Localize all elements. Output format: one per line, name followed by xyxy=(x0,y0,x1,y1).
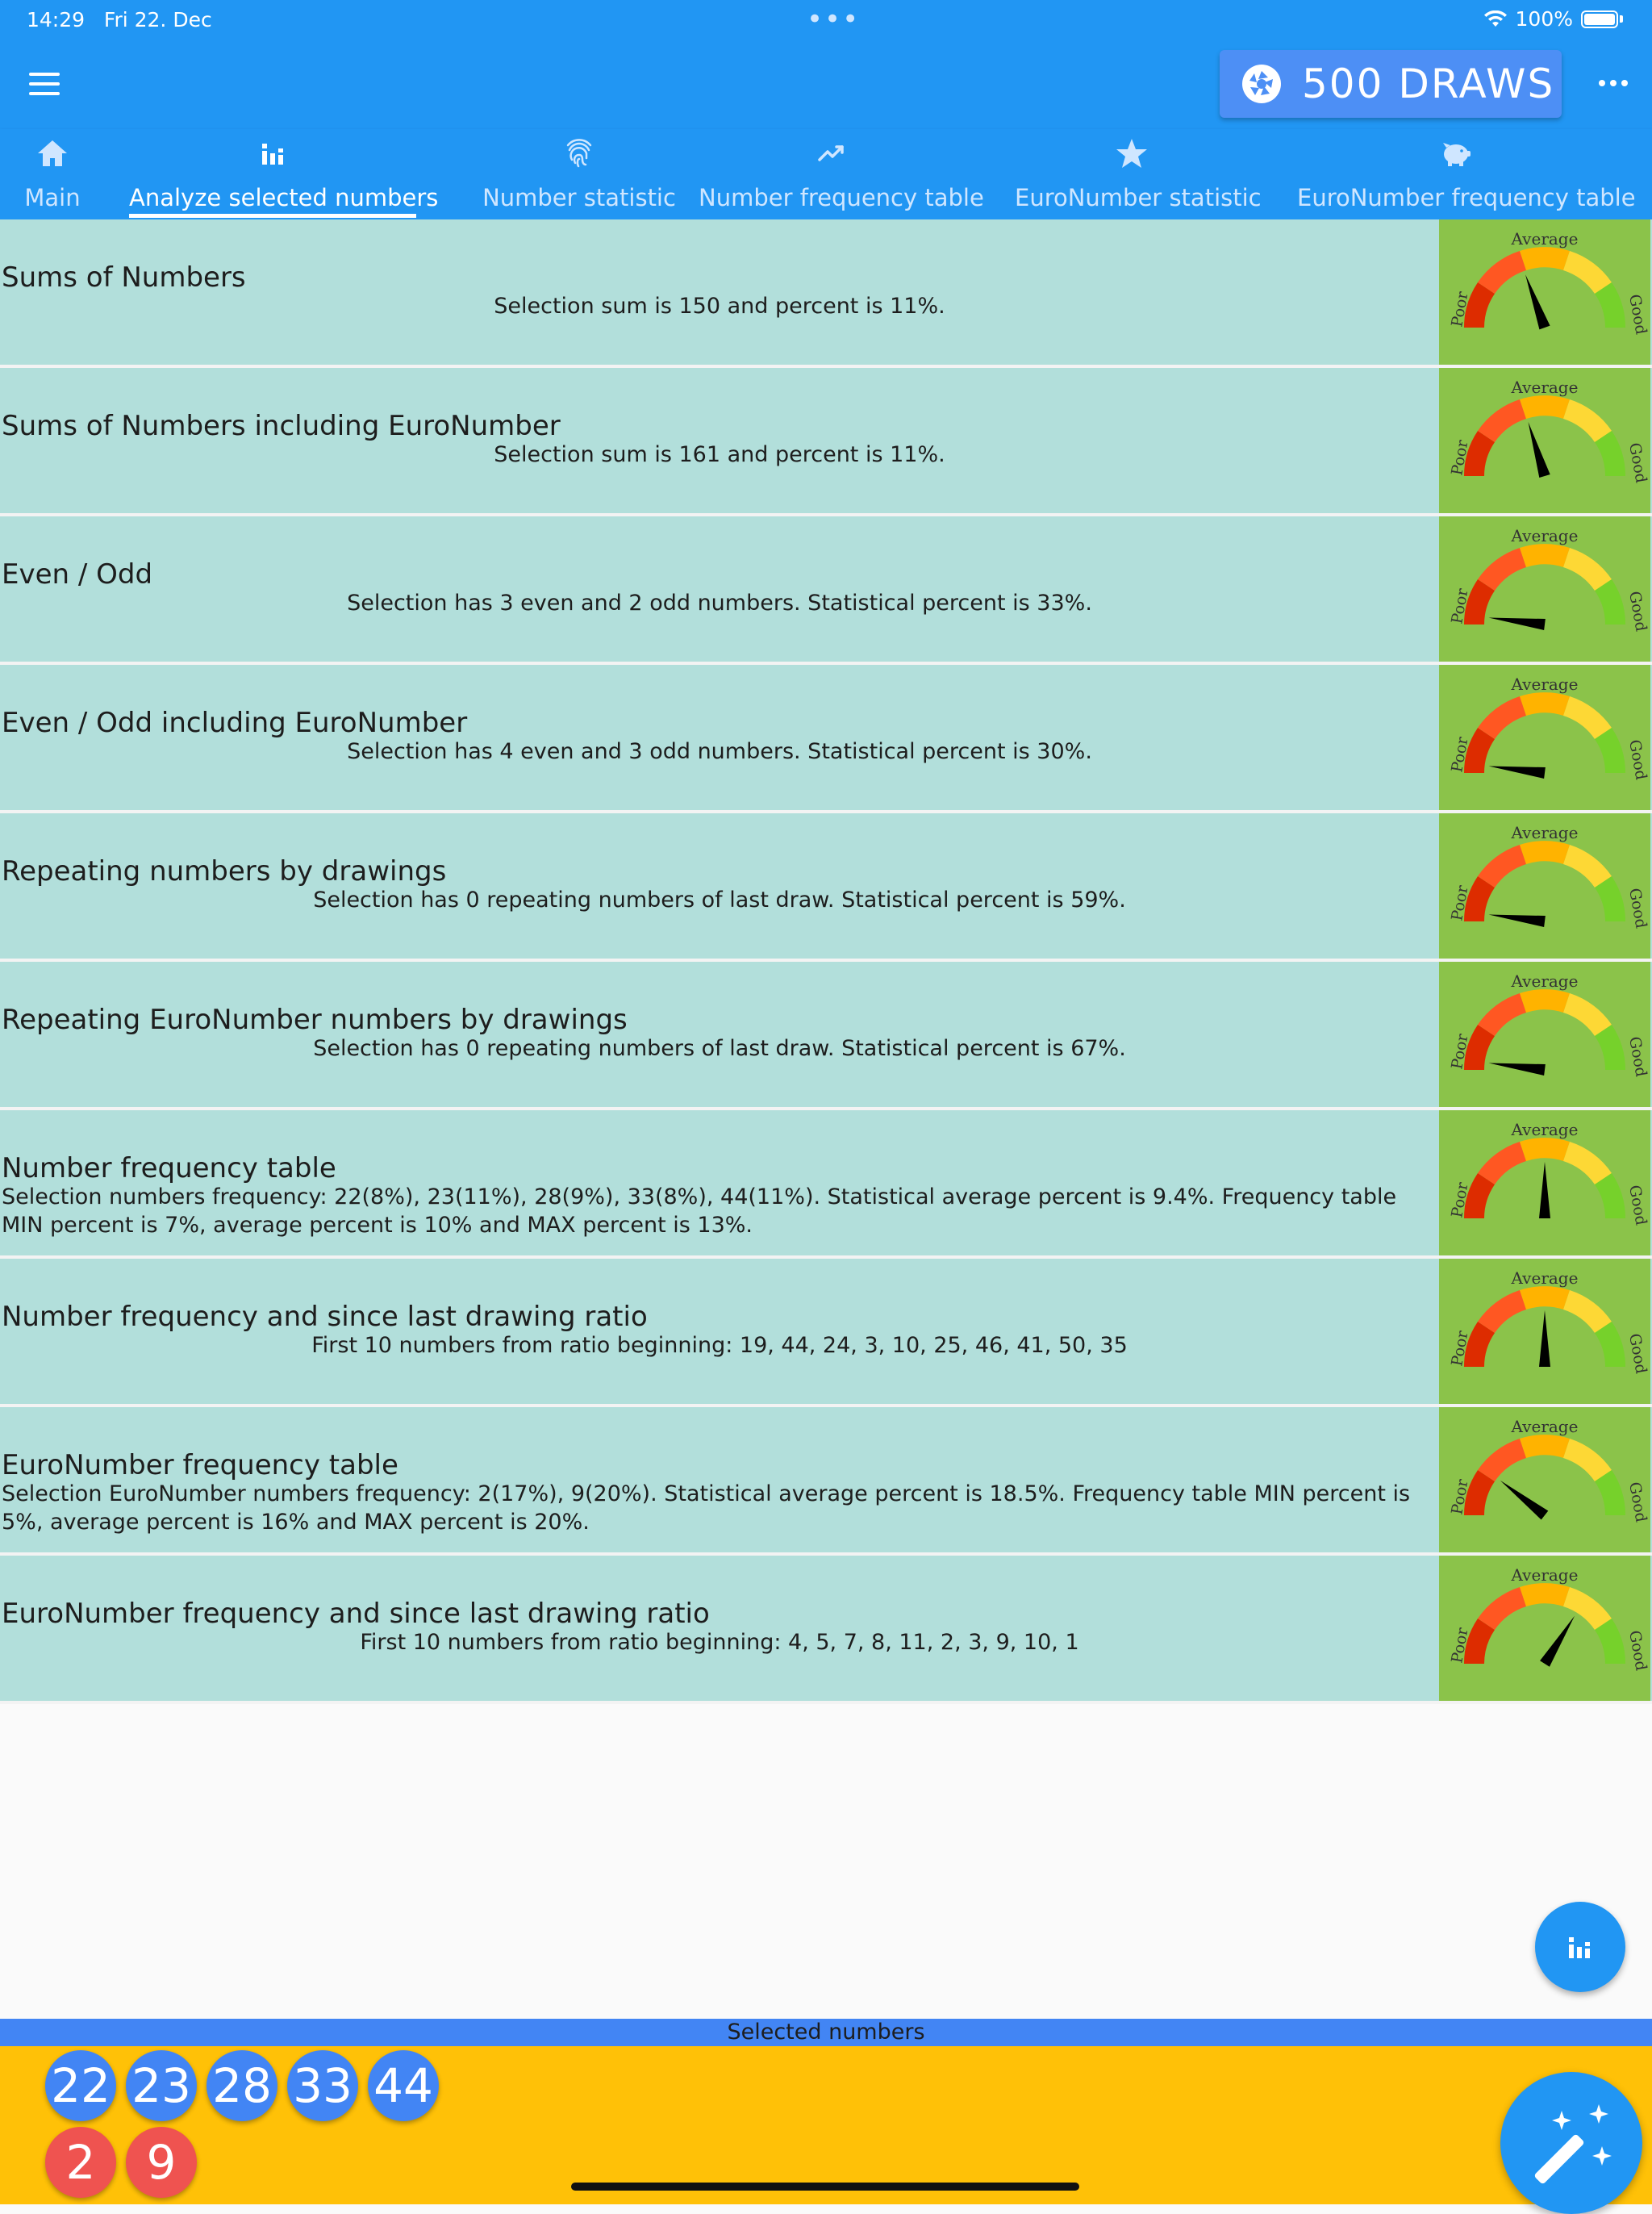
analysis-card xyxy=(0,665,1652,813)
card-description: Selection has 3 even and 2 odd numbers. Statistical percent is 33%. xyxy=(347,591,1092,616)
analysis-card xyxy=(0,1556,1652,1704)
status-bar xyxy=(0,0,1652,39)
gauge-good-label: Good xyxy=(1625,441,1650,485)
draws-button[interactable] xyxy=(1220,50,1562,118)
analysis-card xyxy=(0,516,1652,665)
gauge-poor-label: Poor xyxy=(1448,290,1472,328)
gauge-good-label: Good xyxy=(1625,1184,1650,1227)
fingerprint-icon xyxy=(561,136,597,171)
rating-gauge xyxy=(1439,813,1650,959)
gauge-needle xyxy=(1488,612,1546,630)
gauge-good-label: Good xyxy=(1625,1629,1650,1673)
rating-gauge xyxy=(1439,1556,1650,1701)
gauge-good-label: Good xyxy=(1625,1332,1650,1376)
gauge-needle xyxy=(1539,1310,1550,1367)
selected-number-ball[interactable]: 28 xyxy=(206,2050,277,2121)
card-title: Even / Odd xyxy=(2,558,153,591)
menu-icon[interactable] xyxy=(29,73,60,95)
magic-wand-button[interactable] xyxy=(1500,2072,1642,2214)
card-description: Selection sum is 150 and percent is 11%. xyxy=(494,294,945,319)
status-time: 14:29 Fri 22. Dec xyxy=(27,8,212,31)
gauge-needle xyxy=(1520,273,1550,330)
gauge-average-label: Average xyxy=(1511,823,1579,842)
analyze-fab-button[interactable] xyxy=(1535,1902,1625,1992)
rating-gauge xyxy=(1439,1407,1650,1552)
gauge-needle xyxy=(1539,1162,1550,1218)
gauge-needle xyxy=(1540,1613,1579,1667)
gauge-average-label: Average xyxy=(1511,971,1579,991)
selected-number-ball[interactable]: 33 xyxy=(287,2050,358,2121)
gauge-average-label: Average xyxy=(1511,1565,1579,1585)
gauge-svg xyxy=(1439,1556,1650,1701)
magic-wand-icon xyxy=(1523,2095,1620,2191)
wifi-icon xyxy=(1483,10,1508,28)
analysis-card xyxy=(0,813,1652,962)
gauge-good-label: Good xyxy=(1625,590,1650,633)
rating-gauge xyxy=(1439,516,1650,662)
gauge-poor-label: Poor xyxy=(1448,438,1472,477)
gauge-average-label: Average xyxy=(1511,1417,1579,1436)
rating-gauge xyxy=(1439,219,1650,365)
gauge-average-label: Average xyxy=(1511,675,1579,694)
card-title: EuroNumber frequency and since last drawing ratio xyxy=(2,1598,710,1630)
analysis-card xyxy=(0,962,1652,1110)
gauge-needle xyxy=(1488,909,1546,927)
gauge-svg xyxy=(1439,813,1650,959)
card-description: Selection EuroNumber numbers frequency: 2(17%), 9(20%). Statistical average percent is 18.5%. Frequency table MIN percent is 5%, average percent is 16% and MAX percent is 20%. xyxy=(2,1481,1411,1535)
card-description: Selection sum is 161 and percent is 11%. xyxy=(494,442,945,467)
gauge-svg xyxy=(1439,1259,1650,1404)
gauge-average-label: Average xyxy=(1511,229,1579,249)
gauge-svg xyxy=(1439,1110,1650,1255)
gauge-needle xyxy=(1523,420,1550,478)
tab-main[interactable]: Main xyxy=(21,129,84,219)
card-description: Selection has 0 repeating numbers of last draw. Statistical percent is 67%. xyxy=(313,1036,1126,1061)
gauge-poor-label: Poor xyxy=(1448,1477,1472,1516)
gauge-poor-label: Poor xyxy=(1448,884,1472,922)
gauge-good-label: Good xyxy=(1625,293,1650,336)
gauge-svg xyxy=(1439,368,1650,513)
card-title: Repeating numbers by drawings xyxy=(2,855,447,888)
gauge-svg xyxy=(1439,665,1650,810)
card-description: Selection numbers frequency: 22(8%), 23(11%), 28(9%), 33(8%), 44(11%). Statistical average percent is 9.4%. Frequency table MIN percent is 7%, average percent is 10% and MAX percent is 13%. xyxy=(2,1184,1397,1238)
tab-euronumber-statistic[interactable]: EuroNumber statistic xyxy=(1015,129,1249,219)
card-description: Selection has 0 repeating numbers of last draw. Statistical percent is 59%. xyxy=(313,888,1126,913)
gauge-average-label: Average xyxy=(1511,1268,1579,1288)
aperture-icon xyxy=(1241,63,1283,105)
tab-bar xyxy=(0,129,1652,219)
gauge-poor-label: Poor xyxy=(1448,1329,1472,1368)
card-title: Even / Odd including EuroNumber xyxy=(2,707,468,739)
rating-gauge xyxy=(1439,665,1650,810)
active-tab-indicator xyxy=(129,214,416,218)
rating-gauge xyxy=(1439,368,1650,513)
tab-number-frequency-table[interactable]: Number frequency table xyxy=(699,129,966,219)
gauge-average-label: Average xyxy=(1511,1120,1579,1139)
card-title: Repeating EuroNumber numbers by drawings xyxy=(2,1004,628,1036)
gauge-average-label: Average xyxy=(1511,526,1579,545)
tab-analyze-selected-numbers[interactable]: Analyze selected numbers xyxy=(129,129,416,219)
tab-euronumber-frequency-table[interactable]: EuroNumber frequency table xyxy=(1297,129,1613,219)
battery-icon xyxy=(1581,10,1618,28)
gauge-poor-label: Poor xyxy=(1448,735,1472,774)
analysis-card xyxy=(0,368,1652,516)
home-indicator xyxy=(571,2183,1079,2191)
piggy-bank-icon xyxy=(1437,136,1473,171)
gauge-needle xyxy=(1497,1476,1549,1519)
gauge-poor-label: Poor xyxy=(1448,587,1472,625)
card-title: Number frequency table xyxy=(2,1152,336,1184)
star-icon xyxy=(1114,136,1149,171)
card-title: Number frequency and since last drawing ratio xyxy=(2,1301,648,1333)
rating-gauge xyxy=(1439,962,1650,1107)
gauge-svg xyxy=(1439,219,1650,365)
gauge-poor-label: Poor xyxy=(1448,1032,1472,1071)
gauge-good-label: Good xyxy=(1625,887,1650,930)
gauge-needle xyxy=(1488,1058,1546,1076)
battery-percent: 100% xyxy=(1515,7,1573,31)
gauge-good-label: Good xyxy=(1625,738,1650,782)
status-right xyxy=(1483,7,1623,31)
selected-number-ball[interactable]: 22 xyxy=(45,2050,116,2121)
more-options-icon[interactable] xyxy=(1599,71,1631,95)
card-description: First 10 numbers from ratio beginning: 19, 44, 24, 3, 10, 25, 46, 41, 50, 35 xyxy=(311,1333,1128,1358)
multitasking-dots-icon[interactable]: ••• xyxy=(807,3,861,36)
card-title: EuroNumber frequency table xyxy=(2,1449,398,1481)
selected-number-ball[interactable]: 44 xyxy=(368,2050,439,2121)
gauge-svg xyxy=(1439,516,1650,662)
bar-chart-icon xyxy=(255,136,290,171)
home-icon xyxy=(35,136,70,171)
rating-gauge xyxy=(1439,1110,1650,1255)
analysis-card xyxy=(0,1110,1652,1259)
selected-numbers-header: Selected numbers xyxy=(0,2019,1652,2046)
card-title: Sums of Numbers xyxy=(2,261,246,294)
trending-up-icon xyxy=(815,136,850,171)
card-description: First 10 numbers from ratio beginning: 4, 5, 7, 8, 11, 2, 3, 9, 10, 1 xyxy=(360,1630,1079,1655)
selected-euronumber-ball[interactable]: 2 xyxy=(45,2127,116,2198)
gauge-svg xyxy=(1439,962,1650,1107)
gauge-svg xyxy=(1439,1407,1650,1552)
draws-label: 500 DRAWS xyxy=(1302,61,1555,107)
analysis-card xyxy=(0,1259,1652,1407)
analysis-card xyxy=(0,1407,1652,1556)
rating-gauge xyxy=(1439,1259,1650,1404)
tab-number-statistic[interactable]: Number statistic xyxy=(466,129,692,219)
gauge-poor-label: Poor xyxy=(1448,1626,1472,1665)
gauge-poor-label: Poor xyxy=(1448,1180,1472,1219)
selected-number-ball[interactable]: 23 xyxy=(126,2050,197,2121)
bar-chart-icon xyxy=(1566,1932,1595,1961)
gauge-average-label: Average xyxy=(1511,378,1579,397)
gauge-needle xyxy=(1488,761,1546,779)
selected-euronumber-ball[interactable]: 9 xyxy=(126,2127,197,2198)
analysis-card xyxy=(0,219,1652,368)
card-description: Selection has 4 even and 3 odd numbers. Statistical percent is 30%. xyxy=(347,739,1092,764)
app-bar xyxy=(0,39,1652,129)
card-title: Sums of Numbers including EuroNumber xyxy=(2,410,561,442)
gauge-good-label: Good xyxy=(1625,1481,1650,1524)
gauge-good-label: Good xyxy=(1625,1035,1650,1079)
